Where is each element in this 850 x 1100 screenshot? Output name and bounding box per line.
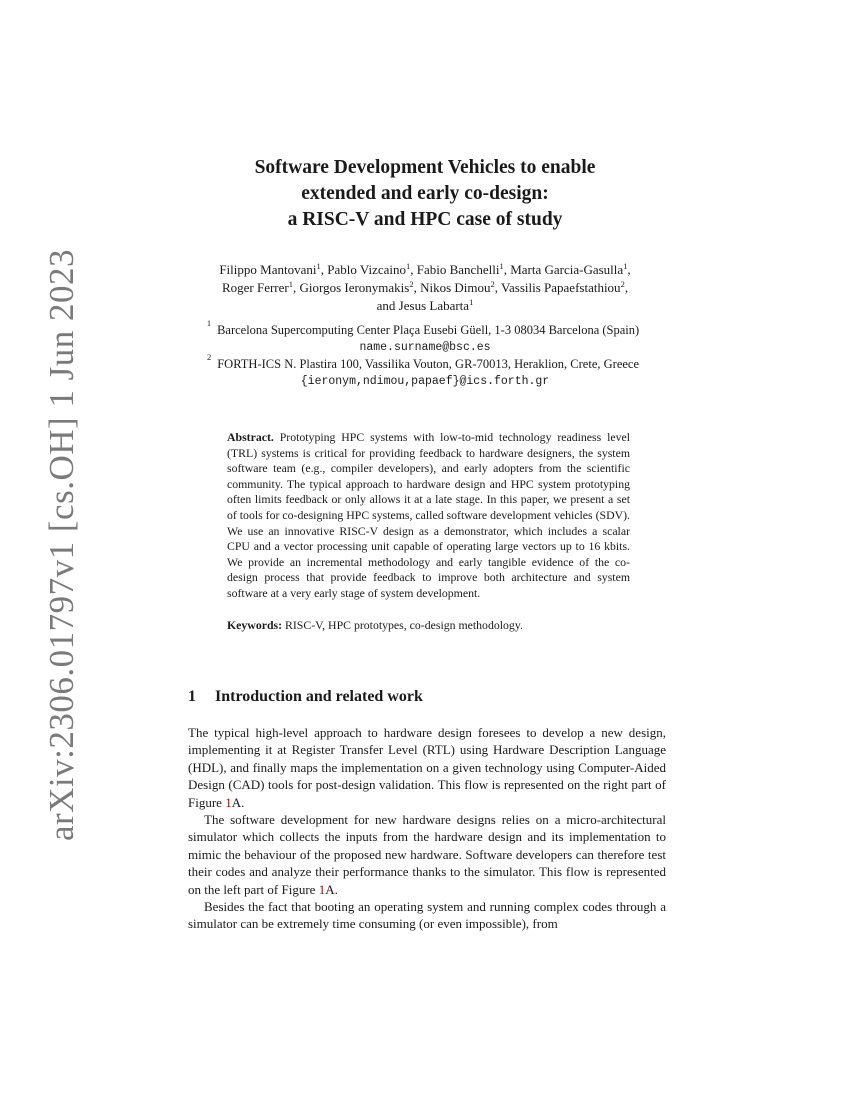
author-name: Filippo Mantovani	[219, 262, 317, 277]
author-separator: ,	[624, 280, 629, 295]
section-title: Introduction and related work	[215, 688, 423, 705]
affiliations	[150, 318, 700, 390]
keywords-label: Keywords:	[227, 617, 283, 632]
author-name: Fabio Banchelli	[416, 262, 500, 277]
section-number: 1	[188, 688, 196, 705]
title-line: extended and early co-design:	[301, 183, 549, 204]
affiliation-mark: 1	[469, 297, 474, 307]
affiliation-mark: 1	[406, 261, 411, 271]
keywords-paragraph	[227, 618, 630, 634]
affiliation-1: 1 Barcelona Supercomputing Center Plaça Eusebi Güell, 1-3 08034 Barcelona (Spain)	[206, 318, 640, 337]
paragraph-text: A.	[325, 881, 338, 897]
paper-title	[150, 155, 700, 233]
author-name: Marta Garcia-Gasulla	[510, 262, 624, 277]
affiliation-mark: 1	[288, 279, 293, 289]
title-line: Software Development Vehicles to enable	[254, 157, 596, 178]
author-name: and Jesus Labarta	[376, 298, 470, 313]
author-name: Vassilis Papaefstathiou	[501, 280, 621, 295]
author-name: Roger Ferrer	[221, 280, 289, 295]
body-paragraph	[188, 898, 666, 933]
affiliation-2: 2 FORTH-ICS N. Plastira 100, Vassilika Vouton, GR-70013, Heraklion, Crete, Greece	[206, 352, 640, 371]
figure-reference-link[interactable]: 1	[225, 794, 232, 810]
abstract-label: Abstract.	[227, 430, 274, 444]
section-heading	[188, 688, 423, 706]
affiliation-text: Barcelona Supercomputing Center Plaça Eusebi Güell, 1-3 08034 Barcelona (Spain)	[217, 323, 640, 337]
author-separator: ,	[320, 262, 328, 277]
affiliation-text: FORTH-ICS N. Plastira 100, Vassilika Vouton, GR-70013, Heraklion, Crete, Greece	[217, 357, 640, 371]
author-line	[150, 279, 700, 297]
author-separator: ,	[292, 280, 300, 295]
affiliation-mark: 2	[490, 279, 495, 289]
affiliation-mark: 1	[623, 261, 628, 271]
paragraph-text: The typical high-level approach to hardware design foresees to develop a new design, implementing it at Register Transfer Level (RTL) using Hardware Description Language (HDL), and finally maps the implementation on a given technology using Computer-Aided Design (CAD) tools for post-design validation. This flow is represented on the right part of Figure	[188, 725, 666, 810]
figure-reference-link[interactable]: 1	[318, 881, 326, 897]
title-line: a RISC-V and HPC case of study	[287, 209, 563, 230]
affiliation-email: {ieronym,ndimou,papaef}@ics.forth.gr	[300, 375, 550, 388]
author-name: Nikos Dimou	[420, 280, 491, 295]
author-list	[150, 261, 700, 315]
author-separator: ,	[410, 262, 417, 277]
paragraph-text: A.	[231, 794, 245, 810]
body-paragraph	[188, 811, 666, 898]
abstract-paragraph	[227, 430, 630, 602]
author-separator: ,	[494, 280, 502, 295]
author-separator: ,	[627, 262, 631, 277]
body-paragraph	[188, 724, 666, 811]
abstract-text: Prototyping HPC systems with low-to-mid technology readiness level (TRL) systems is critical for providing feedback to hardware designers, the system software team (e.g., compiler developers), and early adopters from the scientific community. The typical approach to hardware design and HPC system prototyping often limits feedback or only allows it at a late stage. In this paper, we present a set of tools for co-designing HPC systems, called software development vehicles (SDV). We use an innovative RISC-V design as a demonstrator, which includes a scalar CPU and a vector processing unit capable of operating large vectors up to 16 kbits. We provide an incremental methodology and early tangible evidence of the co-design process that provide feedback to improve both architecture and system software at a very early stage of system development.	[227, 430, 630, 600]
author-line	[150, 261, 700, 279]
affiliation-email: name.surname@bsc.es	[359, 341, 491, 354]
body-text	[188, 724, 666, 933]
paragraph-text: Besides the fact that booting an operating system and running complex codes through a simulator can be extremely time consuming (or even impossible), from	[188, 899, 666, 932]
author-line	[150, 297, 700, 315]
affiliation-mark: 1	[499, 261, 504, 271]
author-name: Giorgos Ieronymakis	[299, 280, 410, 295]
author-separator: ,	[413, 280, 421, 295]
author-name: Pablo Vizcaino	[327, 262, 406, 277]
abstract-block	[227, 430, 630, 633]
affiliation-mark: 2	[620, 279, 625, 289]
paragraph-text: The software development for new hardware designs relies on a micro-architectural simulator which collects the inputs from the hardware design and its implementation to mimic the behaviour of the proposed new hardware. Software developers can therefore test their codes and analyze their performance thanks to the simulator. This flow is represented on the left part of Figure	[188, 812, 666, 897]
keywords-text: RISC-V, HPC prototypes, co-design methodology.	[285, 617, 523, 632]
affiliation-mark: 2	[409, 279, 414, 289]
affiliation-mark: 1	[316, 261, 321, 271]
author-separator: ,	[503, 262, 511, 277]
arxiv-identifier: arXiv:2306.01797v1 [cs.OH] 1 Jun 2023	[42, 248, 81, 842]
